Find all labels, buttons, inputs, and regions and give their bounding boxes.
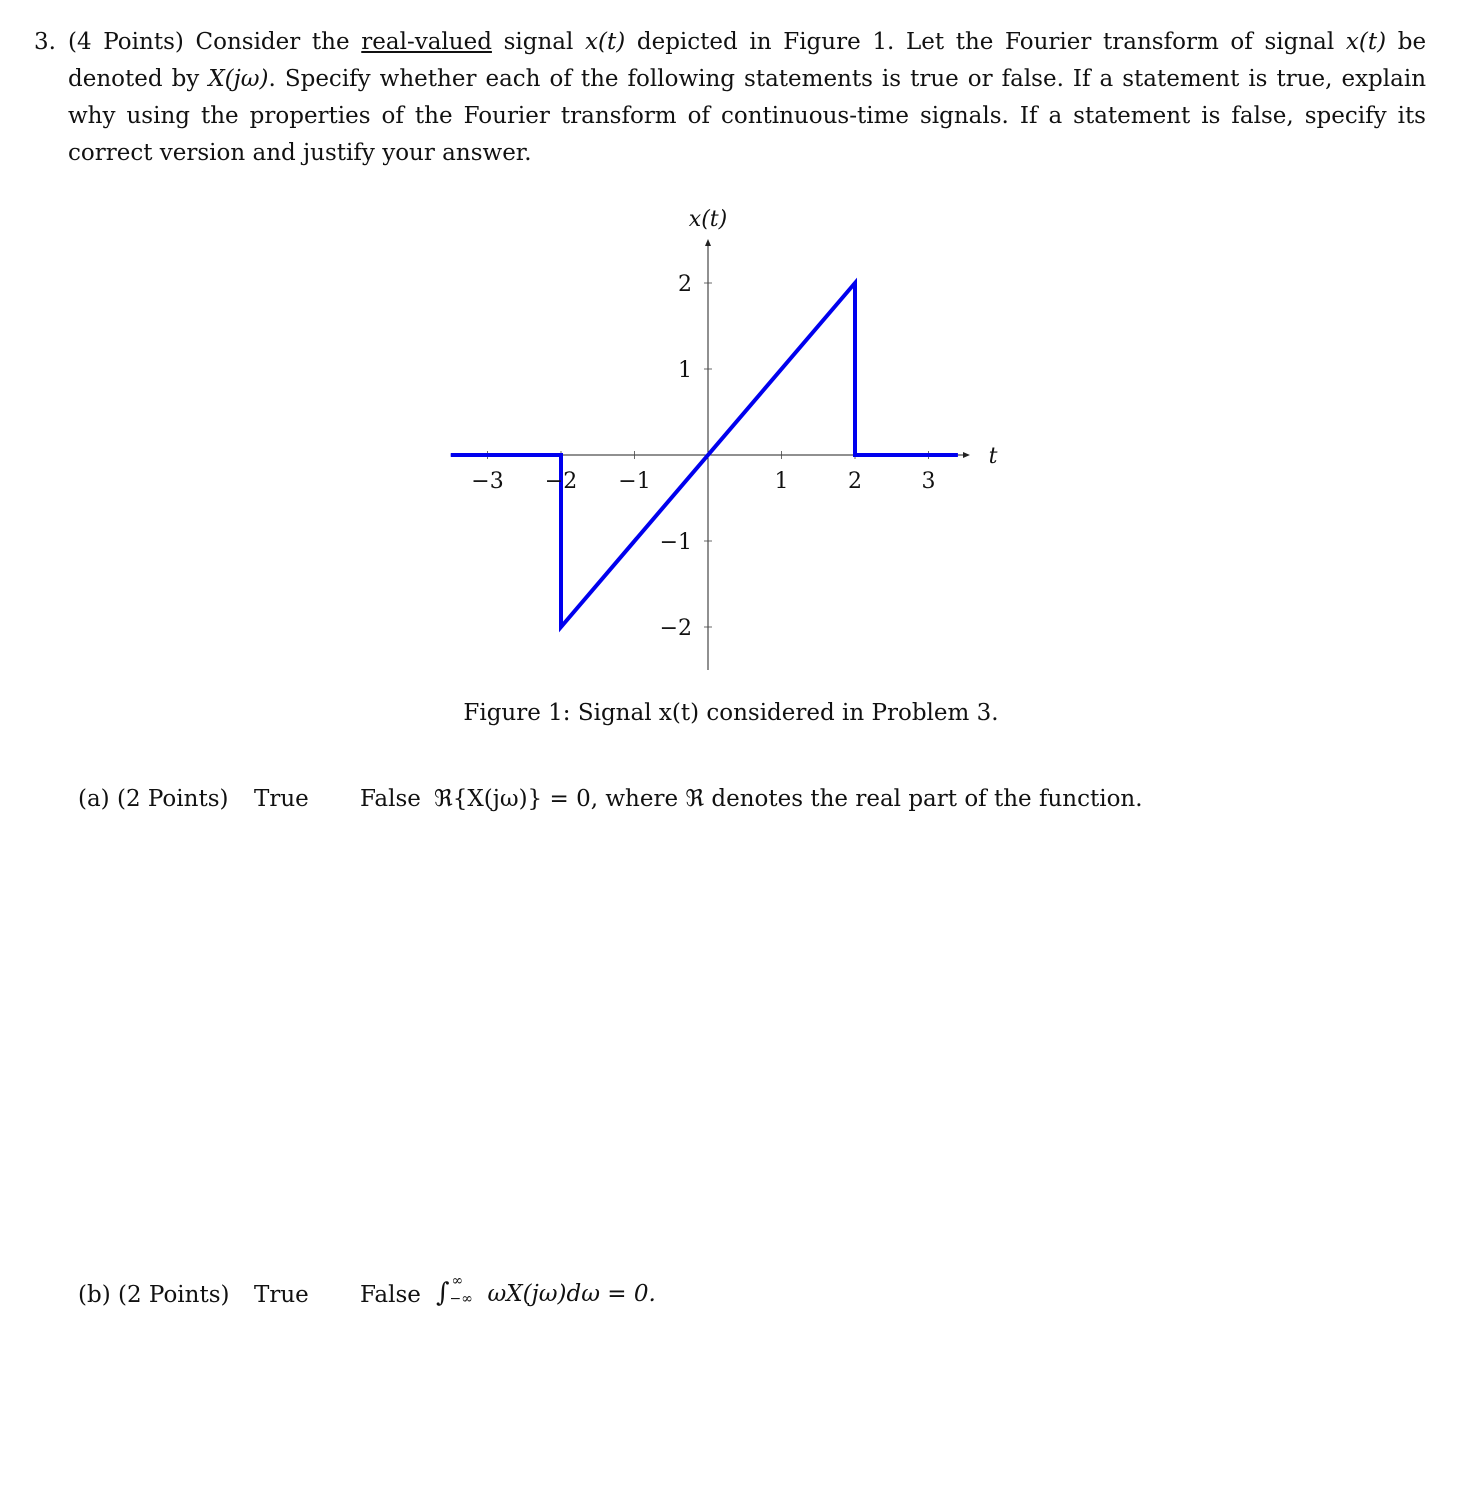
part-a-false-option[interactable]: False: [360, 786, 421, 812]
problem-number: 3.: [34, 29, 56, 55]
x-axis-label: t: [988, 444, 998, 469]
y-tick-label: 1: [678, 358, 692, 383]
y-tick-label: −1: [659, 530, 692, 555]
x-tick-label: −3: [471, 469, 504, 494]
y-axis-label: x(t): [688, 207, 728, 232]
part-a-true-option[interactable]: True: [254, 786, 309, 812]
y-tick-label: 2: [678, 272, 692, 297]
x-tick-label: 2: [848, 469, 862, 494]
signal-figure: [430, 200, 1010, 680]
part-a-statement: ℜ{X(jω)} = 0, where ℜ denotes the real part of the function.: [434, 786, 1143, 812]
x-tick-label: −1: [618, 469, 651, 494]
x-tick-label: −2: [544, 469, 578, 494]
part-b-true-option[interactable]: True: [254, 1282, 309, 1308]
part-a-label: (a) (2 Points): [78, 786, 229, 812]
integral-upper-limit: ∞: [451, 1273, 464, 1289]
signal-plot: [430, 200, 1010, 680]
integral-lower-limit: −∞: [449, 1291, 473, 1307]
problem-text: (4 Points) Consider the real-valued signal x(t) depicted in Figure 1. Let the Fourier transform of signal x(t) be denoted by X(jω). Specify whether each of the following statements is true or false. If a statement is true, explain why using the properties of the Fourier transform of continuous-time signals. If a statement is false, specify its correct version and justify your answer.: [68, 29, 1427, 166]
integral-sign: ∫: [436, 1278, 450, 1308]
part-b-false-option[interactable]: False: [360, 1282, 421, 1308]
y-tick-label: −2: [659, 616, 692, 641]
x-tick-label: 1: [774, 469, 789, 494]
real-valued-term: real-valued: [361, 29, 492, 55]
problem-points: (4 Points): [68, 29, 184, 55]
part-a: [78, 786, 1143, 812]
figure-caption: Figure 1: Signal x(t) considered in Problem 3.: [463, 700, 999, 726]
part-b: [78, 1273, 656, 1308]
integral-body: ωX(jω)dω = 0.: [487, 1281, 656, 1307]
x-tick-label: 3: [921, 469, 936, 494]
part-b-statement: [436, 1273, 656, 1308]
part-b-label: (b) (2 Points): [78, 1282, 230, 1308]
problem-statement: [34, 24, 1426, 172]
